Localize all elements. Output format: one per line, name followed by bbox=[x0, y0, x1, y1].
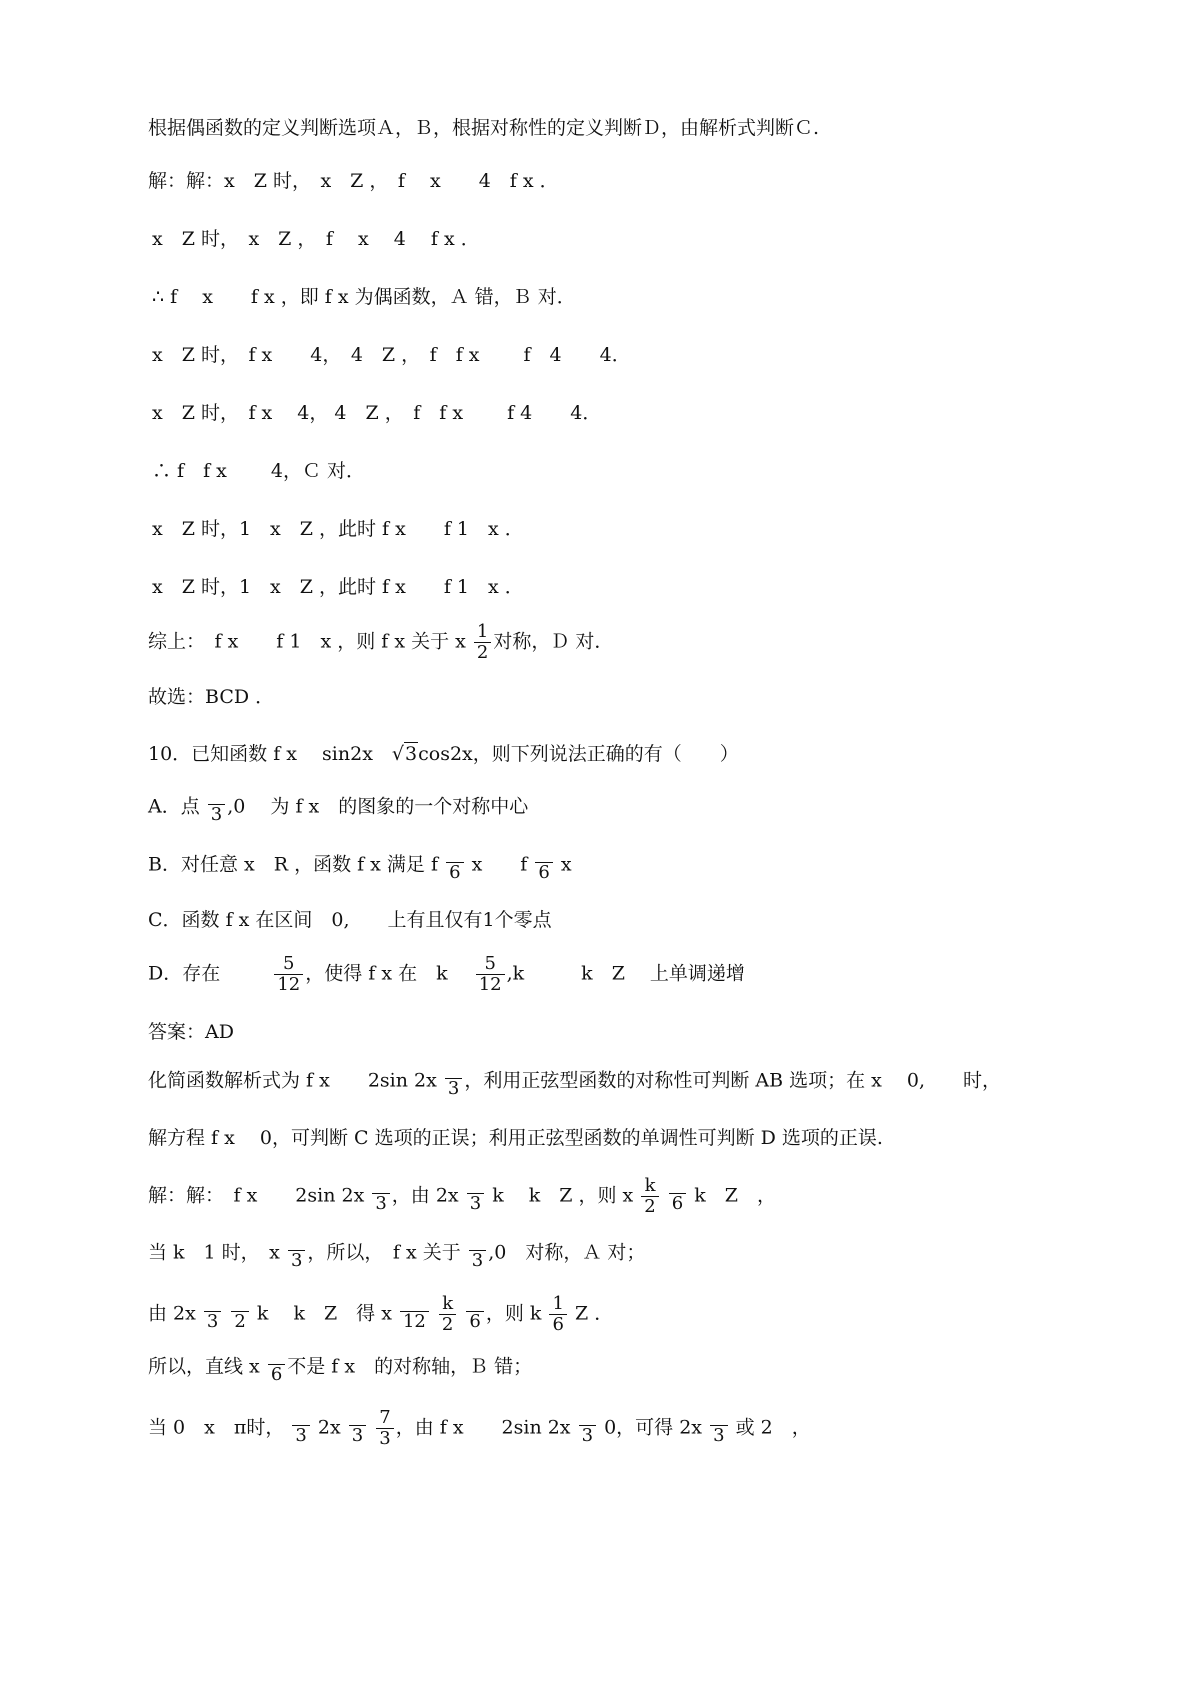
fraction: $\frac{k}{2}$ bbox=[439, 1294, 456, 1335]
option-d: D．存在 $\frac{5}{12}$ ，使得 f x 在 k $\frac{5}{12}$ ,k k Z 上单调递增 bbox=[148, 953, 745, 995]
fraction: 3 bbox=[204, 1297, 221, 1332]
summary-line: 综上： f x f 1 x ，则 f x 关于 x $\frac{1}{2}$ 对称，Ｄ 对． bbox=[148, 621, 614, 663]
fraction: $\frac{1}{6}$ bbox=[549, 1294, 566, 1335]
answer-line: 答案：AD bbox=[148, 1021, 234, 1043]
fraction: $\frac{k}{2}$ bbox=[641, 1176, 658, 1217]
solution-line-7: x Z 时，1 x Z ，此时 f x f 1 x ． bbox=[152, 518, 524, 540]
solution-line-1: 解：解：x Z 时， x Z ， f x 4 f x ． bbox=[148, 170, 559, 192]
fraction: 3 bbox=[467, 1179, 484, 1214]
solution-line-2: x Z 时， x Z ， f x 4 f x ． bbox=[152, 228, 480, 250]
fraction: $\frac{7}{3}$ bbox=[376, 1408, 393, 1449]
fraction: 3 bbox=[372, 1179, 389, 1214]
detail-line-5: 当 0 x π时， 3 2x 3 $\frac{7}{3}$ ，由 f x 2sin 2x 3 0，可得 2x 3 或 2 ， bbox=[148, 1407, 811, 1449]
fraction: 6 bbox=[535, 848, 552, 883]
analysis-line-1: 化简函数解析式为 f x 2sin 2x 3 ，利用正弦型函数的对称性可判断 AB 选项；在 x 0, 时， bbox=[148, 1064, 1001, 1099]
solution-line-8: x Z 时，1 x Z ，此时 f x f 1 x ． bbox=[152, 576, 524, 598]
fraction: 6 bbox=[466, 1297, 483, 1332]
fraction: 3 bbox=[208, 790, 225, 825]
solution-line-5: x Z 时， f x 4， 4 Z ， f f x f 4 4． bbox=[152, 402, 602, 424]
option-b: B．对任意 x R ，函数 f x 满足 f 6 x f 6 x bbox=[148, 848, 572, 883]
fraction: 12 bbox=[400, 1297, 429, 1332]
sqrt-symbol: √3 bbox=[391, 743, 418, 765]
solution-line-3: ∴ f x f x ，即 f x 为偶函数，Ａ 错，Ｂ 对． bbox=[152, 286, 576, 308]
solution-line-6: ∴ f f x 4，Ｃ 对． bbox=[152, 460, 366, 482]
detail-line-2: 当 k 1 时， x 3 ，所以， f x 关于 3 ,0 对称，Ａ 对； bbox=[148, 1236, 645, 1271]
fraction: $\frac{5}{12}$ bbox=[274, 954, 303, 995]
fraction: 3 bbox=[469, 1236, 486, 1271]
detail-line-4: 所以，直线 x 6 不是 f x 的对称轴，Ｂ 错； bbox=[148, 1350, 532, 1385]
fraction: $\frac{1}{2}$ bbox=[474, 622, 491, 663]
fraction: 6 bbox=[669, 1179, 686, 1214]
detail-line-3: 由 2x 3 2 k k Z 得 x 12 $\frac{k}{2}$ 6 ，则 k $\frac{1}{6}$ Z ． bbox=[148, 1293, 614, 1335]
fraction: $\frac{5}{12}$ bbox=[476, 954, 505, 995]
solution-line-4: x Z 时， f x 4， 4 Z ， f f x f 4 4． bbox=[152, 344, 631, 366]
fraction: 6 bbox=[268, 1350, 285, 1385]
fraction: 6 bbox=[446, 848, 463, 883]
hint-line-1: 根据偶函数的定义判断选项Ａ，Ｂ，根据对称性的定义判断Ｄ，由解析式判断Ｃ. bbox=[148, 117, 820, 139]
fraction: 3 bbox=[288, 1236, 305, 1271]
analysis-line-2: 解方程 f x 0，可判断 C 选项的正误；利用正弦型函数的单调性可判断 D 选项的正误. bbox=[148, 1127, 883, 1149]
answer-choice-line: 故选：BCD ． bbox=[148, 686, 275, 708]
fraction: 3 bbox=[710, 1411, 727, 1446]
fraction: 3 bbox=[445, 1064, 462, 1099]
option-a: A．点 3 ,0 为 f x 的图象的一个对称中心 bbox=[148, 790, 528, 825]
fraction: 3 bbox=[579, 1411, 596, 1446]
fraction: 3 bbox=[292, 1411, 309, 1446]
fraction: 2 bbox=[231, 1297, 248, 1332]
option-c: C．函数 f x 在区间 0, 上有且仅有1个零点 bbox=[148, 909, 552, 931]
question-10-stem: 10．已知函数 f x sin2x √3cos2x，则下列说法正确的有（ ） bbox=[148, 743, 739, 765]
fraction: 3 bbox=[349, 1411, 366, 1446]
detail-line-1: 解：解： f x 2sin 2x 3 ，由 2x 3 k k Z ，则 x $\frac{k}{2}$ 6 k Z ， bbox=[148, 1175, 777, 1217]
